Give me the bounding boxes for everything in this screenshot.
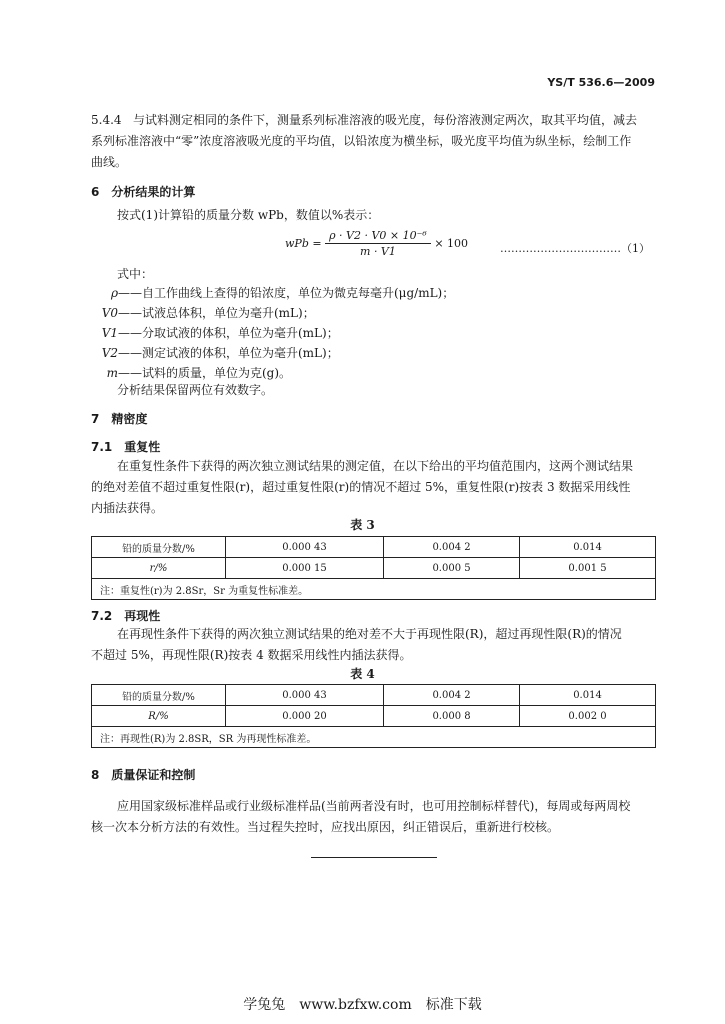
- paragraph-line: 曲线。: [91, 155, 128, 169]
- section-5-4-4: [91, 110, 661, 173]
- formula-fraction: [325, 229, 431, 258]
- footer-watermark: 学兔兔 www.bzfxw.com 标准下载: [243, 997, 482, 1013]
- section-6-heading: 6 分析结果的计算: [91, 185, 196, 199]
- repeatability-text: [91, 456, 661, 519]
- table-4-title: 表 4: [350, 667, 375, 681]
- symbol-definitions: [100, 284, 454, 384]
- formula-intro: 按式(1)计算铅的质量分数 wPb，数值以%表示：: [117, 208, 380, 222]
- table-row: 铅的质量分数/% 0.000 43 0.004 2 0.014: [92, 537, 656, 558]
- section-7-heading: 7 精密度: [91, 412, 148, 426]
- paragraph-line: 系列标准溶液中“零”浓度溶液吸光度的平均值，以铅浓度为横坐标，吸光度平均值为纵坐标，绘制工作: [91, 134, 632, 148]
- paragraph-line: 在再现性条件下获得的两次独立测试结果的绝对差不大于再现性限(R)，超过再现性限(R)的情况: [117, 627, 622, 641]
- formula-tail: × 100: [434, 237, 469, 250]
- reproducibility-text: [91, 624, 661, 666]
- formula-number: ……………………………（1）: [500, 242, 650, 255]
- paragraph-line: 不超过 5%，再现性限(R)按表 4 数据采用线性内插法获得。: [91, 648, 412, 662]
- section-number: 5.4.4: [91, 113, 122, 127]
- table-note-row: 注：再现性(R)为 2.8SR，SR 为再现性标准差。: [92, 727, 656, 748]
- table-row: R/% 0.000 20 0.000 8 0.002 0: [92, 706, 656, 727]
- section-7-2-heading: 7.2 再现性: [91, 609, 161, 623]
- section-7-1-heading: 7.1 重复性: [91, 440, 161, 454]
- table-3: [91, 536, 656, 600]
- paragraph-line: 与试料测定相同的条件下，测量系列标准溶液的吸光度，每份溶液测定两次，取其平均值，减去: [133, 113, 638, 127]
- formula-1: [285, 229, 468, 258]
- formula-lhs: wPb =: [285, 237, 322, 250]
- paragraph-line: 的绝对差值不超过重复性限(r)，超过重复性限(r)的情况不超过 5%，重复性限(r)按表 3 数据采用线性: [91, 480, 631, 494]
- quality-control-text: [91, 796, 661, 838]
- section-8-heading: 8 质量保证和控制: [91, 768, 196, 782]
- table-row: r/% 0.000 15 0.000 5 0.001 5: [92, 558, 656, 579]
- where-label: 式中：: [117, 267, 154, 281]
- table-row: 铅的质量分数/% 0.000 43 0.004 2 0.014: [92, 685, 656, 706]
- standard-number: YS/T 536.6—2009: [547, 76, 655, 89]
- retain-digits-note: 分析结果保留两位有效数字。: [117, 383, 274, 397]
- paragraph-line: 核一次本分析方法的有效性。当过程失控时，应找出原因，纠正错误后，重新进行校核。: [91, 820, 560, 834]
- definition-row: ρ——自工作曲线上查得的铅浓度，单位为微克每毫升(μg/mL)；: [110, 286, 455, 300]
- table-3-title: 表 3: [350, 518, 375, 532]
- formula-denominator: m · V1: [360, 245, 396, 258]
- definition-row: V1——分取试液的体积，单位为毫升(mL)；: [101, 326, 339, 340]
- formula-numerator: ρ · V2 · V0 × 10⁻⁶: [325, 229, 431, 244]
- table-note-row: 注：重复性(r)为 2.8Sr，Sr 为重复性标准差。: [92, 579, 656, 600]
- paragraph-line: 应用国家级标准样品或行业级标准样品(当前两者没有时，也可用控制标样替代)，每周或每两周校: [117, 799, 631, 813]
- paragraph-line: 内插法获得。: [91, 501, 164, 515]
- paragraph-line: 在重复性条件下获得的两次独立测试结果的测定值，在以下给出的平均值范围内，这两个测试结果: [117, 459, 634, 473]
- definition-row: V0——试液总体积，单位为毫升(mL)；: [101, 306, 315, 320]
- table-4: [91, 684, 656, 748]
- definition-row: m——试料的质量，单位为克(g)。: [106, 366, 292, 380]
- definition-row: V2——测定试液的体积，单位为毫升(mL)；: [101, 346, 339, 360]
- end-rule: [311, 857, 437, 858]
